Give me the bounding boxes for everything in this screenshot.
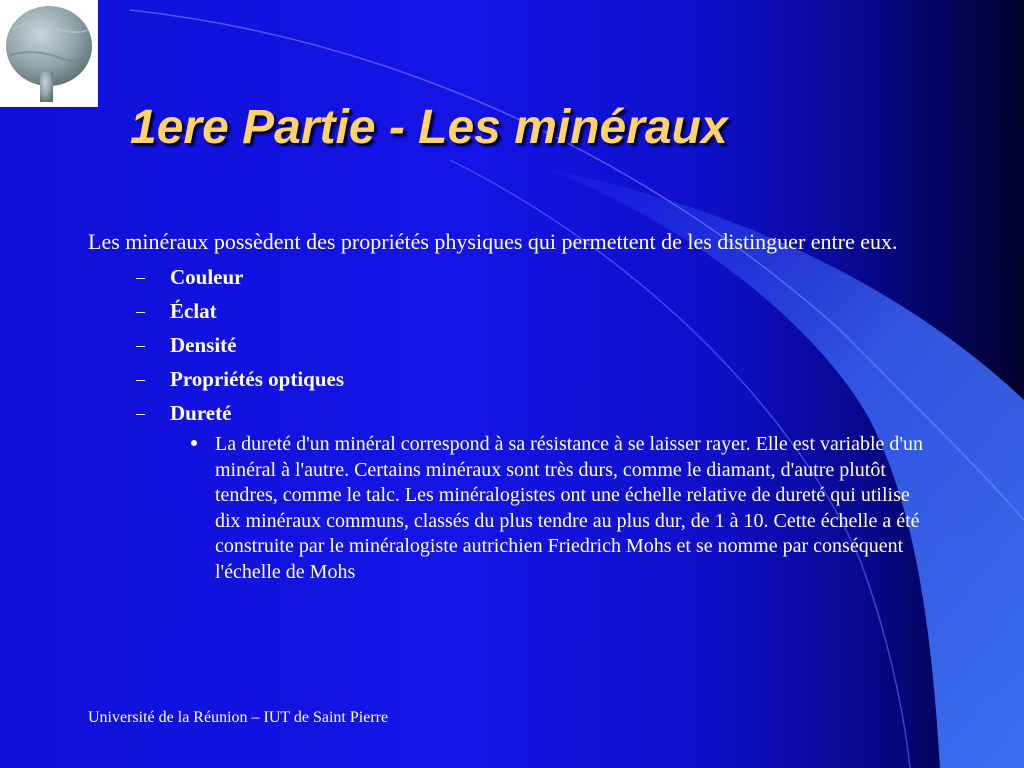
property-label: Dureté [170, 401, 232, 425]
slide-body [88, 226, 938, 585]
property-item-proprietes-optiques [88, 362, 938, 396]
property-label: Propriétés optiques [170, 367, 345, 391]
dash-bullet-icon: – [136, 369, 145, 389]
hardness-detail-text: La dureté d'un minéral correspond à sa résistance à se laisser rayer. Elle est variable d'un minéral à l'autre. Certains minéraux sont très durs, comme le diamant, d'autre plutôt tendres, comme le talc. Les minéralogistes ont une échelle relative de dureté qui utilise dix minéraux communs, classés du plus tendre au plus dur, de 1 à 10. Cette échelle a été construite par le minéralogiste autrichien Friedrich Mohs et se nomme par conséquent l'échelle de Mohs [215, 433, 924, 583]
dash-bullet-icon: – [136, 267, 145, 287]
grey-sphere-logo-icon [0, 0, 98, 107]
property-item-durete [88, 396, 938, 430]
properties-list [88, 260, 938, 430]
property-item-densite [88, 328, 938, 362]
property-item-eclat [88, 294, 938, 328]
property-label: Éclat [170, 299, 217, 323]
property-label: Couleur [170, 265, 244, 289]
dash-bullet-icon: – [136, 403, 145, 423]
dot-bullet-icon [191, 440, 197, 446]
dash-bullet-icon: – [136, 301, 145, 321]
property-item-couleur [88, 260, 938, 294]
logo [0, 0, 98, 107]
slide-footer: Université de la Réunion – IUT de Saint Pierre [88, 709, 389, 726]
dash-bullet-icon: – [136, 335, 145, 355]
hardness-detail [215, 432, 935, 585]
intro-text: Les minéraux possèdent des propriétés physiques qui permettent de les distinguer entre eux. [88, 229, 898, 254]
slide-title: 1ere Partie - Les minéraux [130, 101, 728, 154]
property-label: Densité [170, 333, 237, 357]
